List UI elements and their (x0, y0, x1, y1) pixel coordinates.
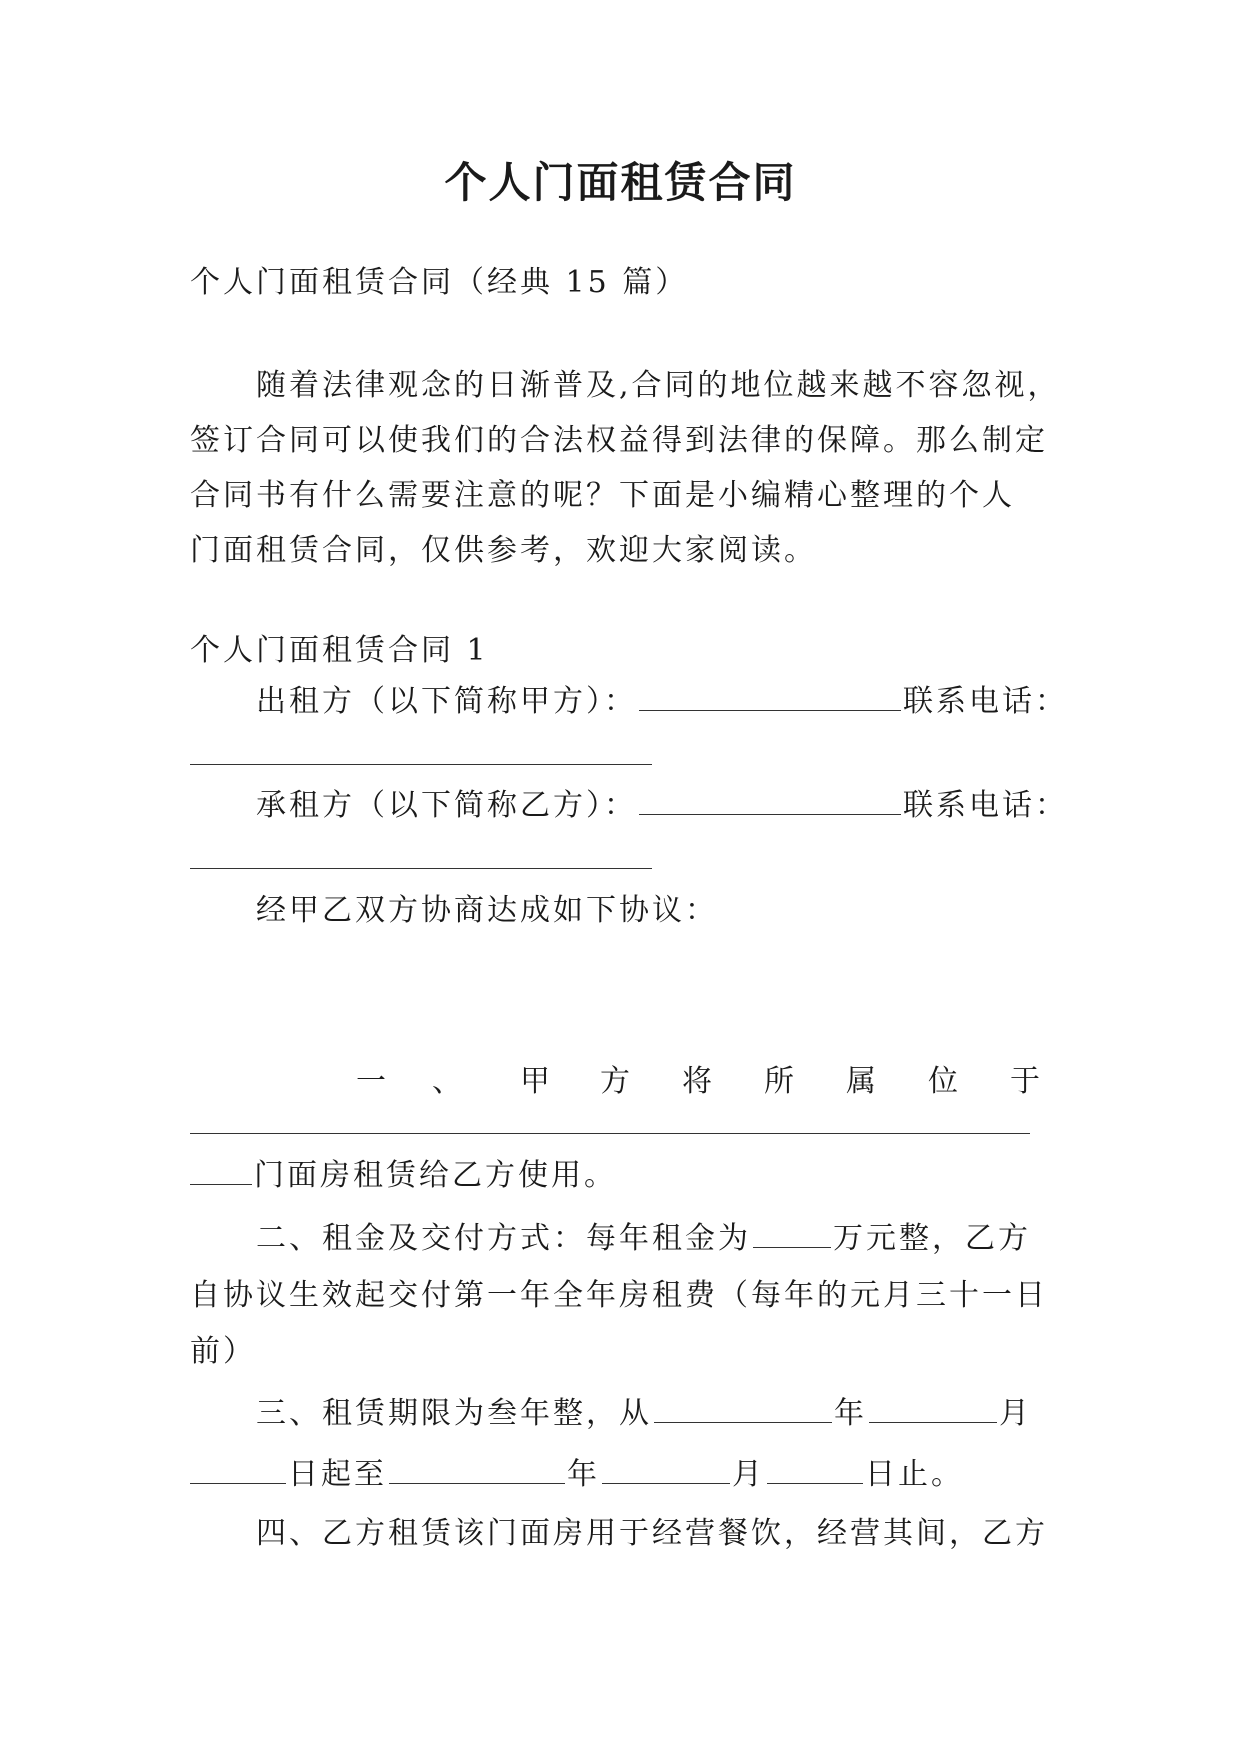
start-month-blank (869, 1421, 997, 1423)
lessor-phone-blank (190, 764, 652, 765)
clause1-end-row (190, 1158, 617, 1193)
start-day-blank (190, 1482, 286, 1484)
clause1-char: 、 (432, 1064, 462, 1099)
rent-amount-blank (753, 1246, 831, 1248)
lessee-row (256, 788, 1068, 823)
intro-line-3: 合同书有什么需要注意的呢？下面是小编精心整理的个人 (190, 478, 1015, 513)
clause4-row-1: 四、乙方租赁该门面房用于经营餐饮，经营其间，乙方 (256, 1516, 1048, 1551)
clause3-row-1 (256, 1396, 1032, 1431)
clause1-char: 属 (846, 1064, 876, 1099)
clause2-part-b: 万元整，乙方 (833, 1221, 1031, 1256)
clause3-part-a: 三、租赁期限为叁年整，从 (256, 1396, 652, 1431)
start-year-blank (654, 1421, 832, 1423)
clause2-row-3: 前） (190, 1334, 256, 1369)
document-subtitle: 个人门面租赁合同（经典 15 篇） (190, 265, 689, 300)
lessor-label: 出租方（以下简称甲方）： (256, 684, 637, 719)
day-end-label: 日止。 (865, 1457, 964, 1492)
year-label: 年 (834, 1396, 867, 1431)
agreement-intro: 经甲乙双方协商达成如下协议： (256, 893, 718, 928)
lessor-phone-label: 联系电话： (903, 684, 1068, 719)
end-year-label: 年 (567, 1457, 600, 1492)
lessee-phone-blank (190, 868, 652, 869)
month-label: 月 (999, 1396, 1032, 1431)
clause1-char: 方 (600, 1064, 630, 1099)
day-from-label: 日起至 (288, 1457, 387, 1492)
intro-line-4: 门面租赁合同，仅供参考，欢迎大家阅读。 (190, 533, 817, 568)
section-heading: 个人门面租赁合同 1 (190, 633, 489, 668)
clause2-part-a: 二、租金及交付方式：每年租金为 (256, 1221, 751, 1256)
end-year-blank (389, 1482, 565, 1484)
clause2-row-1 (256, 1221, 1031, 1256)
intro-line-2: 签订合同可以使我们的合法权益得到法律的保障。那么制定 (190, 423, 1048, 458)
clause3-row-2 (190, 1457, 964, 1492)
clause1-char: 将 (682, 1064, 712, 1099)
document-title: 个人门面租赁合同 (444, 158, 797, 207)
clause1-short-blank (190, 1183, 252, 1185)
end-day-blank (767, 1482, 863, 1484)
lessee-name-blank (639, 813, 901, 815)
lessee-phone-label: 联系电话： (903, 788, 1068, 823)
clause1-location-blank (190, 1133, 1030, 1134)
end-month-label: 月 (732, 1457, 765, 1492)
lessee-label: 承租方（以下简称乙方）： (256, 788, 637, 823)
clause1-char: 于 (1010, 1064, 1040, 1099)
clause1-char: 甲 (520, 1064, 550, 1099)
lessor-name-blank (639, 709, 901, 711)
clause1-char: 所 (764, 1064, 794, 1099)
clause2-row-2: 自协议生效起交付第一年全年房租费（每年的元月三十一日 (190, 1278, 1048, 1313)
clause1-end: 门面房租赁给乙方使用。 (254, 1158, 617, 1193)
end-month-blank (602, 1482, 730, 1484)
intro-line-1: 随着法律观念的日渐普及,合同的地位越来越不容忽视， (256, 368, 1061, 403)
lessor-row (256, 684, 1068, 719)
clause1-char: 位 (928, 1064, 958, 1099)
clause1-char: 一 (356, 1064, 386, 1099)
